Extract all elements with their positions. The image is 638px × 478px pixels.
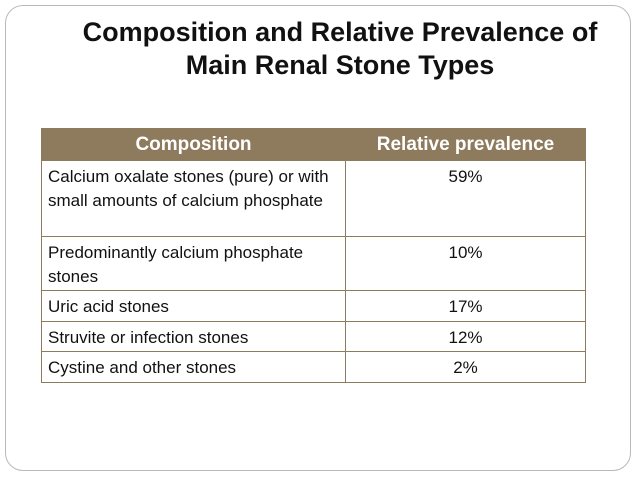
- stone-types-table: [41, 128, 585, 383]
- table-row: [42, 237, 586, 291]
- cell-composition: Predominantly calcium phosphate stones: [42, 237, 346, 291]
- cell-prevalence: 10%: [346, 237, 586, 291]
- cell-prevalence: 59%: [346, 161, 586, 237]
- cell-prevalence: 12%: [346, 321, 586, 352]
- data-table: [41, 128, 586, 383]
- column-header-prevalence: Relative prevalence: [346, 129, 586, 161]
- cell-composition: Uric acid stones: [42, 291, 346, 322]
- table-row: [42, 321, 586, 352]
- cell-composition: Cystine and other stones: [42, 352, 346, 383]
- title-line-1: Composition and Relative Prevalence of: [82, 17, 598, 47]
- table-row: [42, 352, 586, 383]
- page-title: [40, 16, 638, 82]
- cell-composition: Calcium oxalate stones (pure) or with small amounts of calcium phosphate: [42, 161, 346, 237]
- cell-composition: Struvite or infection stones: [42, 321, 346, 352]
- cell-prevalence: 17%: [346, 291, 586, 322]
- cell-prevalence: 2%: [346, 352, 586, 383]
- table-header-row: [42, 129, 586, 161]
- title-line-2: Main Renal Stone Types: [185, 50, 495, 80]
- table-row: [42, 291, 586, 322]
- table-row: [42, 161, 586, 237]
- column-header-composition: Composition: [42, 129, 346, 161]
